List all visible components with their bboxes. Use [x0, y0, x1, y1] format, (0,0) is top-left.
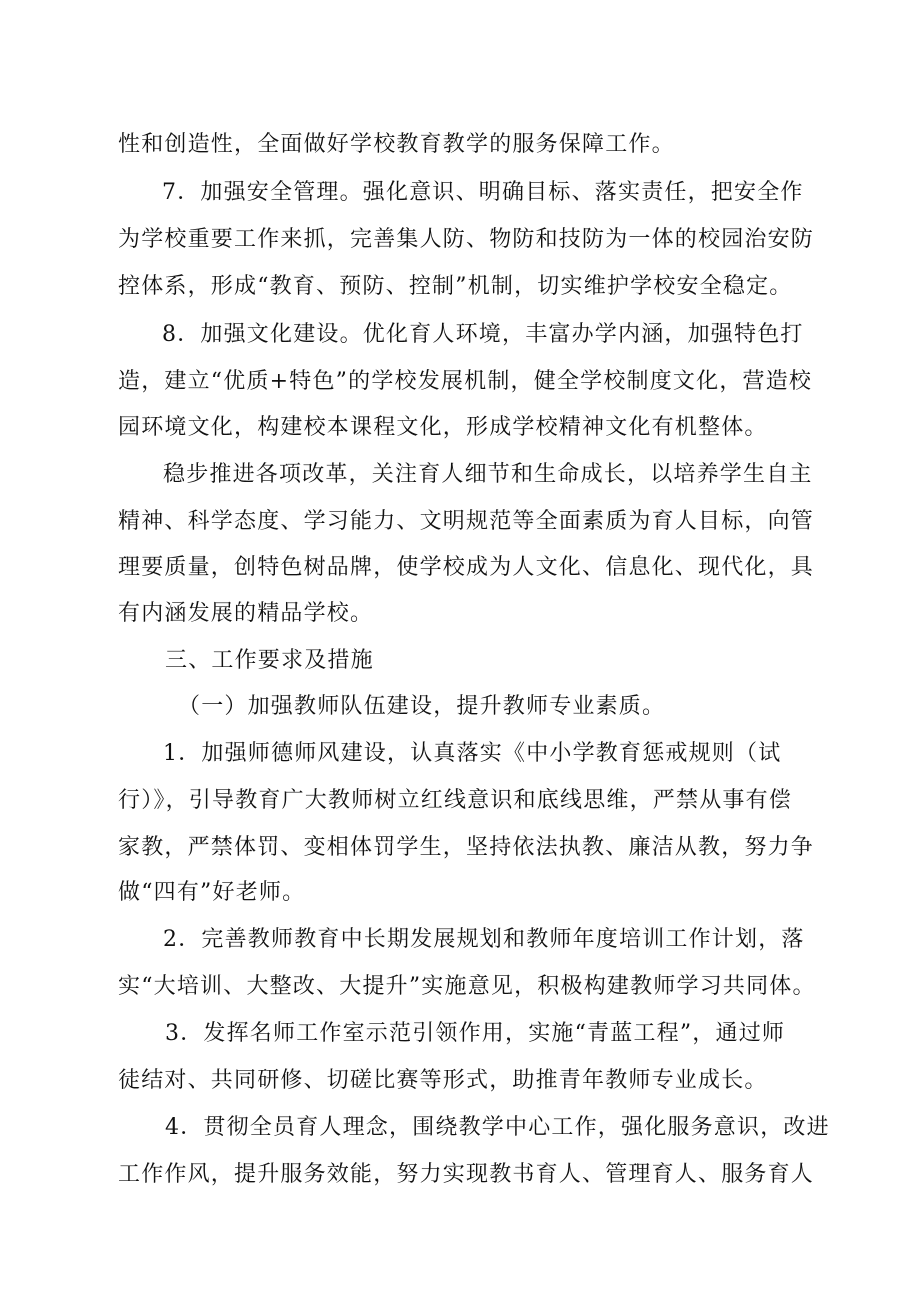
text-line: 理要质量，创特色树品牌，使学校成为人文化、信息化、现代化，具 [118, 555, 815, 580]
text-line: 为学校重要工作来抓，完善集人防、物防和技防为一体的校园治安防 [118, 227, 815, 252]
text-line: 3．发挥名师工作室示范引领作用，实施“青蓝工程”，通过师 [165, 1021, 786, 1046]
text-line: 1．加强师德师风建设，认真落实《中小学教育惩戒规则（试 [163, 741, 782, 766]
text-line: 7．加强安全管理。强化意识、明确目标、落实责任，把安全作 [162, 180, 804, 205]
text-line: 精神、科学态度、学习能力、文明规范等全面素质为育人目标，向管 [118, 509, 815, 534]
text-line: 工作作风，提升服务效能，努力实现教书育人、管理育人、服务育人 [118, 1162, 815, 1187]
text-line: 做“四有”好老师。 [118, 880, 306, 905]
text-line: 徒结对、共同研修、切磋比赛等形式，助推青年教师专业成长。 [118, 1068, 768, 1093]
text-line: 造，建立“优质+特色”的学校发展机制，健全学校制度文化，营造校 [118, 369, 813, 394]
text-line: 家教，严禁体罚、变相体罚学生，坚持依法执教、廉洁从教，努力争 [118, 835, 815, 860]
subsection-heading: （一）加强教师队伍建设，提升教师专业素质。 [178, 694, 666, 719]
text-line: 园环境文化，构建校本课程文化，形成学校精神文化有机整体。 [118, 415, 768, 440]
text-line: 有内涵发展的精品学校。 [118, 601, 374, 626]
text-line: 实“大培训、大整改、大提升”实施意见，积极构建教师学习共同体。 [118, 974, 816, 999]
text-line: 4．贯彻全员育人理念，围绕教学中心工作，强化服务意识，改进 [165, 1115, 830, 1140]
section-heading: 三、工作要求及措施 [165, 648, 374, 673]
text-line: 行）》，引导教育广大教师树立红线意识和底线思维，严禁从事有偿 [118, 788, 793, 813]
text-line: 8．加强文化建设。优化育人环境，丰富办学内涵，加强特色打 [162, 322, 804, 347]
text-line: 性和创造性，全面做好学校教育教学的服务保障工作。 [118, 132, 675, 157]
text-line: 稳步推进各项改革，关注育人细节和生命成长，以培养学生自主 [163, 462, 813, 487]
text-line: 2．完善教师教育中长期发展规划和教师年度培训工作计划，落 [163, 927, 805, 952]
text-line: 控体系，形成“教育、预防、控制”机制，切实维护学校安全稳定。 [118, 274, 793, 299]
